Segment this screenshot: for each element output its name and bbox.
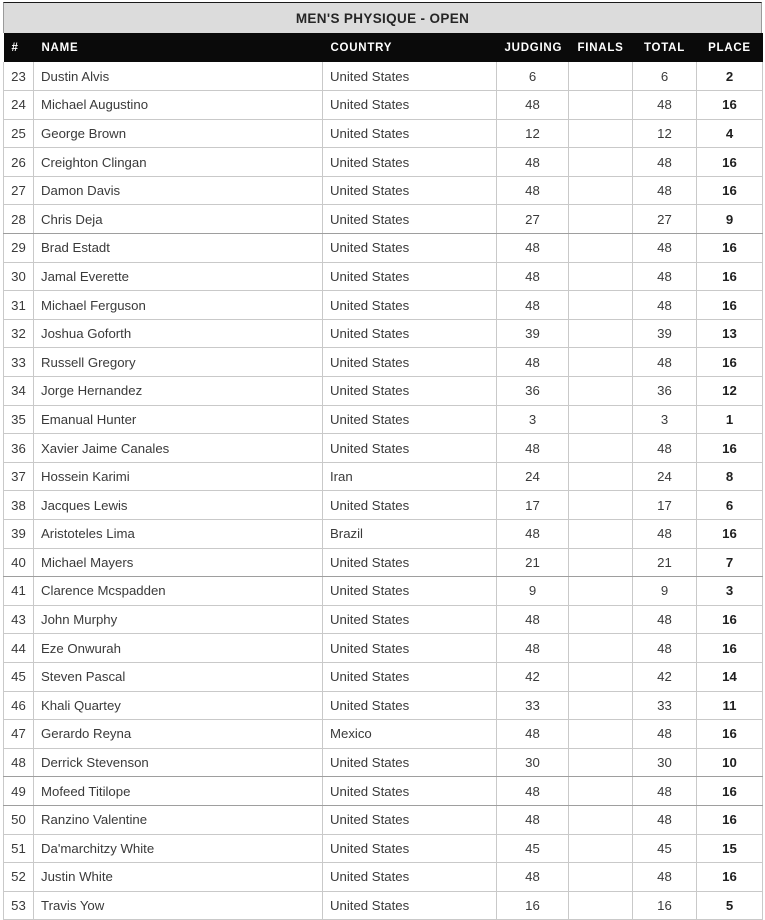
total-score: 48 xyxy=(633,176,697,205)
athlete-name: Hossein Karimi xyxy=(34,462,323,491)
finals-score xyxy=(569,891,633,920)
athlete-country: United States xyxy=(323,205,497,234)
athlete-name: Da'marchitzy White xyxy=(34,834,323,863)
finals-score xyxy=(569,262,633,291)
finals-score xyxy=(569,634,633,663)
athlete-country: United States xyxy=(323,176,497,205)
place-rank: 3 xyxy=(697,577,763,606)
row-number: 37 xyxy=(4,462,34,491)
athlete-country: United States xyxy=(323,262,497,291)
table-row[interactable] xyxy=(4,662,763,691)
finals-score xyxy=(569,319,633,348)
athlete-name: Jamal Everette xyxy=(34,262,323,291)
judging-score: 48 xyxy=(497,605,569,634)
judging-score: 9 xyxy=(497,577,569,606)
judging-score: 21 xyxy=(497,548,569,577)
athlete-country: Brazil xyxy=(323,520,497,549)
table-row[interactable] xyxy=(4,91,763,120)
place-rank: 1 xyxy=(697,405,763,434)
judging-score: 48 xyxy=(497,262,569,291)
row-number: 36 xyxy=(4,434,34,463)
table-row[interactable] xyxy=(4,491,763,520)
finals-score xyxy=(569,148,633,177)
place-rank: 16 xyxy=(697,234,763,263)
table-row[interactable] xyxy=(4,234,763,263)
judging-score: 48 xyxy=(497,434,569,463)
judging-score: 33 xyxy=(497,691,569,720)
table-row[interactable] xyxy=(4,720,763,749)
athlete-country: United States xyxy=(323,548,497,577)
finals-score xyxy=(569,548,633,577)
column-header-total[interactable]: TOTAL xyxy=(633,33,697,62)
athlete-country: United States xyxy=(323,891,497,920)
athlete-country: United States xyxy=(323,377,497,406)
judging-score: 48 xyxy=(497,805,569,834)
table-row[interactable] xyxy=(4,377,763,406)
place-rank: 16 xyxy=(697,520,763,549)
finals-score xyxy=(569,834,633,863)
finals-score xyxy=(569,405,633,434)
athlete-name: Damon Davis xyxy=(34,176,323,205)
judging-score: 6 xyxy=(497,62,569,91)
total-score: 48 xyxy=(633,805,697,834)
athlete-name: Gerardo Reyna xyxy=(34,720,323,749)
table-row[interactable] xyxy=(4,577,763,606)
place-rank: 16 xyxy=(697,863,763,892)
athlete-country: United States xyxy=(323,691,497,720)
table-row[interactable] xyxy=(4,834,763,863)
row-number: 47 xyxy=(4,720,34,749)
judging-score: 48 xyxy=(497,348,569,377)
place-rank: 16 xyxy=(697,634,763,663)
total-score: 48 xyxy=(633,148,697,177)
total-score: 27 xyxy=(633,205,697,234)
row-number: 50 xyxy=(4,805,34,834)
table-row[interactable] xyxy=(4,634,763,663)
judging-score: 48 xyxy=(497,520,569,549)
place-rank: 5 xyxy=(697,891,763,920)
total-score: 48 xyxy=(633,605,697,634)
table-row[interactable] xyxy=(4,863,763,892)
total-score: 48 xyxy=(633,777,697,806)
athlete-country: United States xyxy=(323,91,497,120)
results-table xyxy=(3,33,763,920)
table-header xyxy=(4,33,763,62)
row-number: 38 xyxy=(4,491,34,520)
athlete-country: United States xyxy=(323,863,497,892)
judging-score: 48 xyxy=(497,777,569,806)
row-number: 25 xyxy=(4,119,34,148)
finals-score xyxy=(569,605,633,634)
page-title: MEN'S PHYSIQUE - OPEN xyxy=(295,10,470,26)
judging-score: 17 xyxy=(497,491,569,520)
place-rank: 12 xyxy=(697,377,763,406)
row-number: 43 xyxy=(4,605,34,634)
total-score: 33 xyxy=(633,691,697,720)
judging-score: 48 xyxy=(497,148,569,177)
place-rank: 6 xyxy=(697,491,763,520)
column-header-judging[interactable]: JUDGING xyxy=(497,33,569,62)
column-header-place[interactable]: PLACE xyxy=(697,33,763,62)
table-row[interactable] xyxy=(4,319,763,348)
table-row[interactable] xyxy=(4,291,763,320)
athlete-name: Steven Pascal xyxy=(34,662,323,691)
athlete-name: Jacques Lewis xyxy=(34,491,323,520)
header-row xyxy=(4,33,763,62)
place-rank: 16 xyxy=(697,91,763,120)
place-rank: 11 xyxy=(697,691,763,720)
athlete-name: Emanual Hunter xyxy=(34,405,323,434)
table-row[interactable] xyxy=(4,262,763,291)
total-score: 48 xyxy=(633,262,697,291)
place-rank: 16 xyxy=(697,291,763,320)
athlete-country: United States xyxy=(323,434,497,463)
finals-score xyxy=(569,520,633,549)
total-score: 21 xyxy=(633,548,697,577)
place-rank: 4 xyxy=(697,119,763,148)
athlete-country: United States xyxy=(323,577,497,606)
judging-score: 48 xyxy=(497,234,569,263)
place-rank: 2 xyxy=(697,62,763,91)
place-rank: 16 xyxy=(697,348,763,377)
athlete-country: United States xyxy=(323,62,497,91)
athlete-country: United States xyxy=(323,491,497,520)
athlete-name: Michael Augustino xyxy=(34,91,323,120)
judging-score: 36 xyxy=(497,377,569,406)
judging-score: 39 xyxy=(497,319,569,348)
table-row[interactable] xyxy=(4,891,763,920)
table-row[interactable] xyxy=(4,119,763,148)
judging-score: 48 xyxy=(497,863,569,892)
row-number: 41 xyxy=(4,577,34,606)
athlete-name: Dustin Alvis xyxy=(34,62,323,91)
total-score: 48 xyxy=(633,234,697,263)
finals-score xyxy=(569,348,633,377)
row-number: 39 xyxy=(4,520,34,549)
athlete-country: United States xyxy=(323,662,497,691)
table-row[interactable] xyxy=(4,434,763,463)
total-score: 45 xyxy=(633,834,697,863)
judging-score: 48 xyxy=(497,291,569,320)
table-row[interactable] xyxy=(4,748,763,777)
judging-score: 24 xyxy=(497,462,569,491)
place-rank: 8 xyxy=(697,462,763,491)
row-number: 46 xyxy=(4,691,34,720)
row-number: 23 xyxy=(4,62,34,91)
table-row[interactable] xyxy=(4,62,763,91)
finals-score xyxy=(569,491,633,520)
finals-score xyxy=(569,805,633,834)
table-row[interactable] xyxy=(4,462,763,491)
column-header-country[interactable]: COUNTRY xyxy=(323,33,497,62)
athlete-name: Creighton Clingan xyxy=(34,148,323,177)
row-number: 45 xyxy=(4,662,34,691)
athlete-name: Justin White xyxy=(34,863,323,892)
judging-score: 16 xyxy=(497,891,569,920)
total-score: 48 xyxy=(633,291,697,320)
athlete-country: United States xyxy=(323,405,497,434)
athlete-name: Xavier Jaime Canales xyxy=(34,434,323,463)
total-score: 3 xyxy=(633,405,697,434)
finals-score xyxy=(569,720,633,749)
athlete-country: United States xyxy=(323,605,497,634)
athlete-name: John Murphy xyxy=(34,605,323,634)
row-number: 53 xyxy=(4,891,34,920)
judging-score: 48 xyxy=(497,91,569,120)
finals-score xyxy=(569,291,633,320)
total-score: 48 xyxy=(633,520,697,549)
table-title-band xyxy=(3,2,762,33)
athlete-name: Travis Yow xyxy=(34,891,323,920)
row-number: 29 xyxy=(4,234,34,263)
athlete-country: United States xyxy=(323,234,497,263)
finals-score xyxy=(569,691,633,720)
total-score: 48 xyxy=(633,348,697,377)
total-score: 6 xyxy=(633,62,697,91)
row-number: 31 xyxy=(4,291,34,320)
row-number: 44 xyxy=(4,634,34,663)
athlete-name: Mofeed Titilope xyxy=(34,777,323,806)
finals-score xyxy=(569,462,633,491)
athlete-name: Brad Estadt xyxy=(34,234,323,263)
row-number: 34 xyxy=(4,377,34,406)
judging-score: 48 xyxy=(497,176,569,205)
judging-score: 45 xyxy=(497,834,569,863)
table-row[interactable] xyxy=(4,605,763,634)
column-header-finals[interactable]: FINALS xyxy=(569,33,633,62)
judging-score: 27 xyxy=(497,205,569,234)
athlete-name: Clarence Mcspadden xyxy=(34,577,323,606)
table-row[interactable] xyxy=(4,520,763,549)
athlete-name: Michael Mayers xyxy=(34,548,323,577)
athlete-country: United States xyxy=(323,777,497,806)
judging-score: 3 xyxy=(497,405,569,434)
row-number: 52 xyxy=(4,863,34,892)
finals-score xyxy=(569,863,633,892)
place-rank: 14 xyxy=(697,662,763,691)
athlete-name: Chris Deja xyxy=(34,205,323,234)
athlete-name: George Brown xyxy=(34,119,323,148)
place-rank: 16 xyxy=(697,148,763,177)
athlete-name: Russell Gregory xyxy=(34,348,323,377)
place-rank: 16 xyxy=(697,720,763,749)
column-header-name[interactable]: NAME xyxy=(34,33,323,62)
total-score: 17 xyxy=(633,491,697,520)
athlete-country: United States xyxy=(323,805,497,834)
total-score: 39 xyxy=(633,319,697,348)
place-rank: 16 xyxy=(697,434,763,463)
row-number: 40 xyxy=(4,548,34,577)
place-rank: 15 xyxy=(697,834,763,863)
row-number: 27 xyxy=(4,176,34,205)
athlete-country: United States xyxy=(323,148,497,177)
total-score: 48 xyxy=(633,863,697,892)
finals-score xyxy=(569,176,633,205)
judging-score: 48 xyxy=(497,720,569,749)
place-rank: 16 xyxy=(697,176,763,205)
table-row[interactable] xyxy=(4,691,763,720)
athlete-name: Eze Onwurah xyxy=(34,634,323,663)
finals-score xyxy=(569,377,633,406)
place-rank: 10 xyxy=(697,748,763,777)
table-row[interactable] xyxy=(4,348,763,377)
row-number: 35 xyxy=(4,405,34,434)
row-number: 32 xyxy=(4,319,34,348)
place-rank: 13 xyxy=(697,319,763,348)
athlete-name: Aristoteles Lima xyxy=(34,520,323,549)
athlete-country: United States xyxy=(323,748,497,777)
row-number: 24 xyxy=(4,91,34,120)
total-score: 30 xyxy=(633,748,697,777)
finals-score xyxy=(569,91,633,120)
row-number: 26 xyxy=(4,148,34,177)
table-row[interactable] xyxy=(4,205,763,234)
column-header-number[interactable]: # xyxy=(4,33,34,62)
table-body xyxy=(4,62,763,920)
row-number: 49 xyxy=(4,777,34,806)
athlete-country: Mexico xyxy=(323,720,497,749)
place-rank: 16 xyxy=(697,777,763,806)
finals-score xyxy=(569,119,633,148)
athlete-country: United States xyxy=(323,348,497,377)
finals-score xyxy=(569,234,633,263)
athlete-country: United States xyxy=(323,119,497,148)
athlete-name: Khali Quartey xyxy=(34,691,323,720)
total-score: 48 xyxy=(633,91,697,120)
athlete-country: United States xyxy=(323,291,497,320)
finals-score xyxy=(569,577,633,606)
row-number: 30 xyxy=(4,262,34,291)
athlete-name: Jorge Hernandez xyxy=(34,377,323,406)
judging-score: 42 xyxy=(497,662,569,691)
athlete-country: Iran xyxy=(323,462,497,491)
finals-score xyxy=(569,777,633,806)
total-score: 24 xyxy=(633,462,697,491)
finals-score xyxy=(569,662,633,691)
table-row[interactable] xyxy=(4,405,763,434)
place-rank: 16 xyxy=(697,605,763,634)
finals-score xyxy=(569,205,633,234)
athlete-name: Michael Ferguson xyxy=(34,291,323,320)
table-row[interactable] xyxy=(4,176,763,205)
finals-score xyxy=(569,748,633,777)
row-number: 48 xyxy=(4,748,34,777)
row-number: 28 xyxy=(4,205,34,234)
row-number: 51 xyxy=(4,834,34,863)
judging-score: 12 xyxy=(497,119,569,148)
athlete-name: Joshua Goforth xyxy=(34,319,323,348)
total-score: 48 xyxy=(633,634,697,663)
row-number: 33 xyxy=(4,348,34,377)
place-rank: 16 xyxy=(697,262,763,291)
total-score: 42 xyxy=(633,662,697,691)
athlete-country: United States xyxy=(323,834,497,863)
judging-score: 30 xyxy=(497,748,569,777)
total-score: 48 xyxy=(633,720,697,749)
athlete-country: United States xyxy=(323,319,497,348)
total-score: 16 xyxy=(633,891,697,920)
table-row[interactable] xyxy=(4,148,763,177)
table-row[interactable] xyxy=(4,805,763,834)
finals-score xyxy=(569,62,633,91)
total-score: 9 xyxy=(633,577,697,606)
total-score: 48 xyxy=(633,434,697,463)
table-row[interactable] xyxy=(4,777,763,806)
total-score: 12 xyxy=(633,119,697,148)
athlete-name: Ranzino Valentine xyxy=(34,805,323,834)
place-rank: 9 xyxy=(697,205,763,234)
table-row[interactable] xyxy=(4,548,763,577)
total-score: 36 xyxy=(633,377,697,406)
judging-score: 48 xyxy=(497,634,569,663)
finals-score xyxy=(569,434,633,463)
athlete-country: United States xyxy=(323,634,497,663)
place-rank: 7 xyxy=(697,548,763,577)
place-rank: 16 xyxy=(697,805,763,834)
athlete-name: Derrick Stevenson xyxy=(34,748,323,777)
